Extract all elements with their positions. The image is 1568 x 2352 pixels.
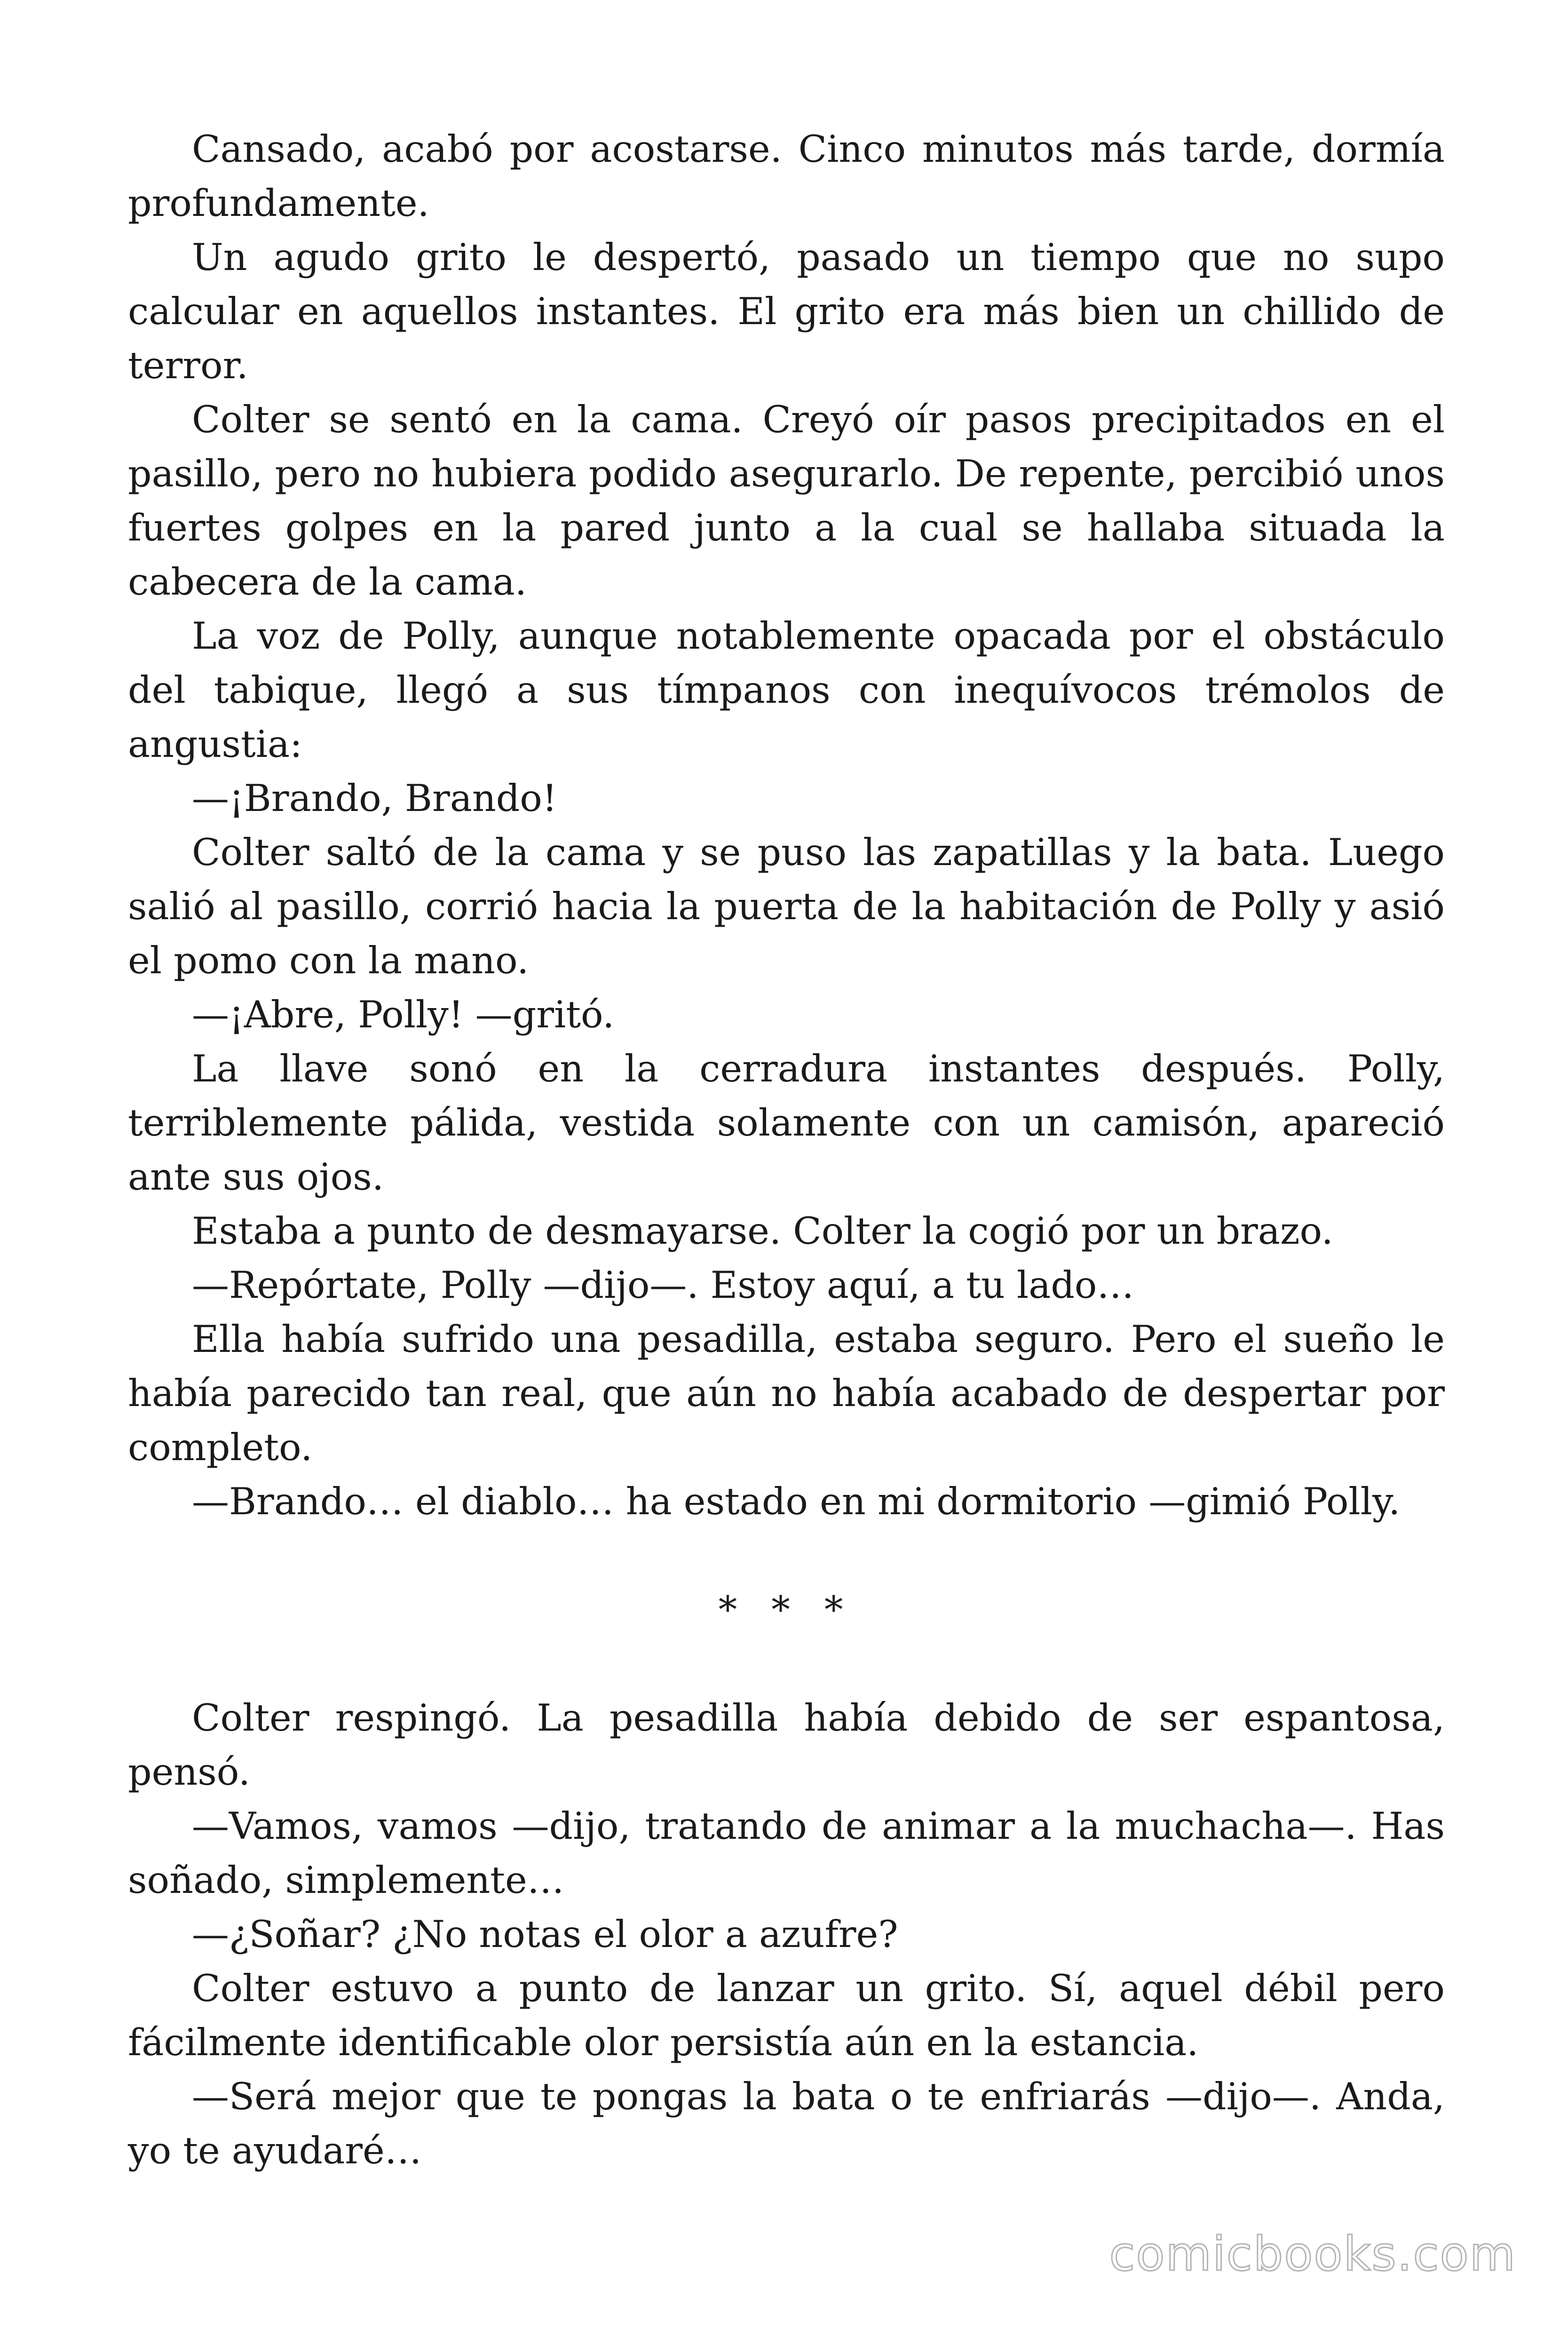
paragraph: —Será mejor que te pongas la bata o te enfriarás —dijo—. Anda, yo te ayudaré… xyxy=(128,2075,1445,2172)
paragraph: —¿Soñar? ¿No notas el olor a azufre? xyxy=(192,1913,898,1956)
paragraph: Un agudo grito le despertó, pasado un tiempo que no supo calcular en aquellos instantes. El grito era más bien un chillido de terror. xyxy=(128,236,1445,387)
paragraph: Estaba a punto de desmayarse. Colter la cogió por un brazo. xyxy=(192,1209,1333,1253)
paragraph: —Vamos, vamos —dijo, tratando de animar a la muchacha—. Has soñado, simplemente… xyxy=(128,1804,1445,1902)
scene-break xyxy=(128,1529,1445,1691)
paragraph: —Repórtate, Polly —dijo—. Estoy aquí, a tu lado… xyxy=(192,1263,1134,1307)
paragraph: Colter estuvo a punto de lanzar un grito. Sí, aquel débil pero fácilmente identificable olor persistía aún en la estancia. xyxy=(128,1967,1445,2064)
paragraph: La llave sonó en la cerradura instantes después. Polly, terriblemente pálida, vestida solamente con un camisón, apareció ante sus ojos. xyxy=(128,1047,1445,1199)
watermark: comicbooks.com xyxy=(1109,2226,1516,2281)
paragraph: —¡Abre, Polly! —gritó. xyxy=(192,993,615,1036)
paragraph: Colter se sentó en la cama. Creyó oír pasos precipitados en el pasillo, pero no hubiera podido asegurarlo. De repente, percibió unos fuertes golpes en la pared junto a la cual se hallaba situada la cabecera de la cama. xyxy=(128,398,1445,604)
paragraph: Ella había sufrido una pesadilla, estaba seguro. Pero el sueño le había parecido tan real, que aún no había acabado de despertar por completo. xyxy=(128,1318,1445,1469)
paragraph: Colter respingó. La pesadilla había debido de ser espantosa, pensó. xyxy=(128,1696,1445,1794)
paragraph: La voz de Polly, aunque notablemente opacada por el obstáculo del tabique, llegó a sus tímpanos con inequívocos trémolos de angustia: xyxy=(128,614,1445,766)
paragraph: —¡Brando, Brando! xyxy=(192,777,557,820)
scene-separator: * * * xyxy=(718,1588,855,1631)
page-text xyxy=(128,122,1445,2178)
paragraph: Colter saltó de la cama y se puso las zapatillas y la bata. Luego salió al pasillo, corrió hacia la puerta de la habitación de Polly y asió el pomo con la mano. xyxy=(128,831,1445,982)
paragraph: Cansado, acabó por acostarse. Cinco minutos más tarde, dormía profundamente. xyxy=(128,127,1445,225)
paragraph: —Brando… el diablo… ha estado en mi dormitorio —gimió Polly. xyxy=(192,1480,1401,1523)
